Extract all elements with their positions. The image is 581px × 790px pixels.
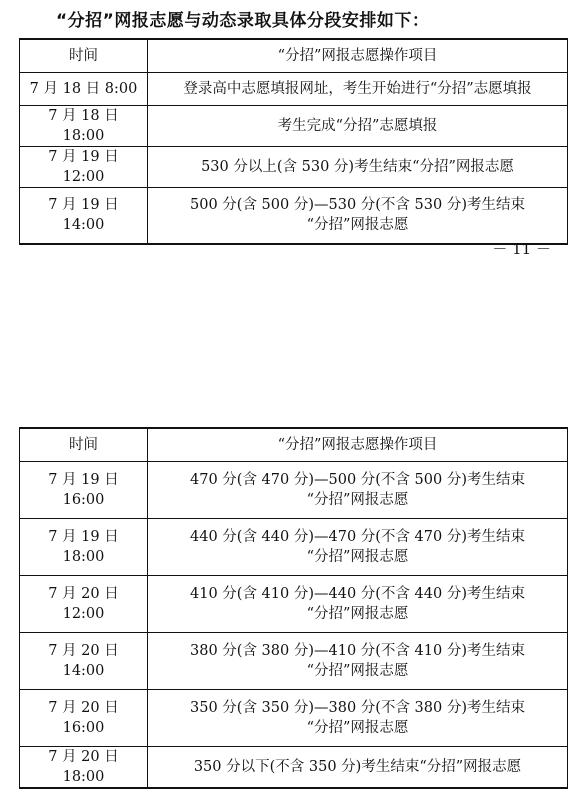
page-number: － 11 － xyxy=(492,240,551,258)
operation-cell xyxy=(148,575,568,632)
operation-cell xyxy=(148,461,568,518)
time-cell: 7 月 19 日 12:00 xyxy=(20,146,148,187)
operation-cell xyxy=(148,187,568,244)
header-operation: “分招”网报志愿操作项目 xyxy=(148,39,568,72)
header-time: 时间 xyxy=(20,428,148,461)
operation-line: “分招”网报志愿 xyxy=(306,217,409,234)
operation-line: 530 分以上(含 530 分)考生结束“分招”网报志愿 xyxy=(201,158,514,175)
table-row xyxy=(20,689,568,746)
operation-cell xyxy=(148,689,568,746)
time-cell: 7 月 19 日 16:00 xyxy=(20,461,148,518)
operation-line: 470 分(含 470 分)—500 分(不含 500 分)考生结束 xyxy=(190,471,525,488)
time-cell: 7 月 20 日 18:00 xyxy=(20,746,148,788)
table-row xyxy=(20,746,568,788)
table-row xyxy=(20,518,568,575)
time-cell: 7 月 20 日 12:00 xyxy=(20,575,148,632)
time-cell: 7 月 18 日 8:00 xyxy=(20,72,148,105)
operation-line: “分招”网报志愿 xyxy=(306,662,409,679)
operation-line: 440 分(含 440 分)—470 分(不含 470 分)考生结束 xyxy=(190,528,525,545)
operation-line: “分招”网报志愿 xyxy=(306,719,409,736)
header-operation: “分招”网报志愿操作项目 xyxy=(148,428,568,461)
operation-line: 350 分以下(不含 350 分)考生结束“分招”网报志愿 xyxy=(193,758,522,775)
page-heading: “分招”网报志愿与动态录取具体分段安排如下： xyxy=(56,11,430,31)
time-cell: 7 月 18 日 18:00 xyxy=(20,105,148,146)
operation-line: 500 分(含 500 分)—530 分(不含 530 分)考生结束 xyxy=(190,197,525,214)
schedule-table-2 xyxy=(19,427,568,789)
table-row xyxy=(20,461,568,518)
operation-cell xyxy=(148,518,568,575)
operation-line: “分招”网报志愿 xyxy=(306,491,409,508)
table-row xyxy=(20,105,568,146)
table-row xyxy=(20,187,568,244)
time-cell: 7 月 20 日 16:00 xyxy=(20,689,148,746)
schedule-table-1 xyxy=(19,38,568,245)
header-time: 时间 xyxy=(20,39,148,72)
operation-line: 410 分(含 410 分)—440 分(不含 440 分)考生结束 xyxy=(190,585,525,602)
table-row xyxy=(20,575,568,632)
table-header-row xyxy=(20,428,568,461)
table-row xyxy=(20,632,568,689)
operation-line: 380 分(含 380 分)—410 分(不含 410 分)考生结束 xyxy=(190,642,525,659)
operation-line: 考生完成“分招”志愿填报 xyxy=(277,117,438,134)
time-cell: 7 月 19 日 18:00 xyxy=(20,518,148,575)
table-header-row xyxy=(20,39,568,72)
operation-cell xyxy=(148,72,568,105)
table-row xyxy=(20,146,568,187)
operation-cell xyxy=(148,105,568,146)
operation-cell xyxy=(148,746,568,788)
time-cell: 7 月 20 日 14:00 xyxy=(20,632,148,689)
table-row xyxy=(20,72,568,105)
operation-cell xyxy=(148,146,568,187)
operation-line: “分招”网报志愿 xyxy=(306,605,409,622)
operation-cell xyxy=(148,632,568,689)
operation-line: 登录高中志愿填报网址，考生开始进行“分招”志愿填报 xyxy=(183,80,532,97)
operation-line: 350 分(含 350 分)—380 分(不含 380 分)考生结束 xyxy=(190,699,525,716)
time-cell: 7 月 19 日 14:00 xyxy=(20,187,148,244)
operation-line: “分招”网报志愿 xyxy=(306,548,409,565)
